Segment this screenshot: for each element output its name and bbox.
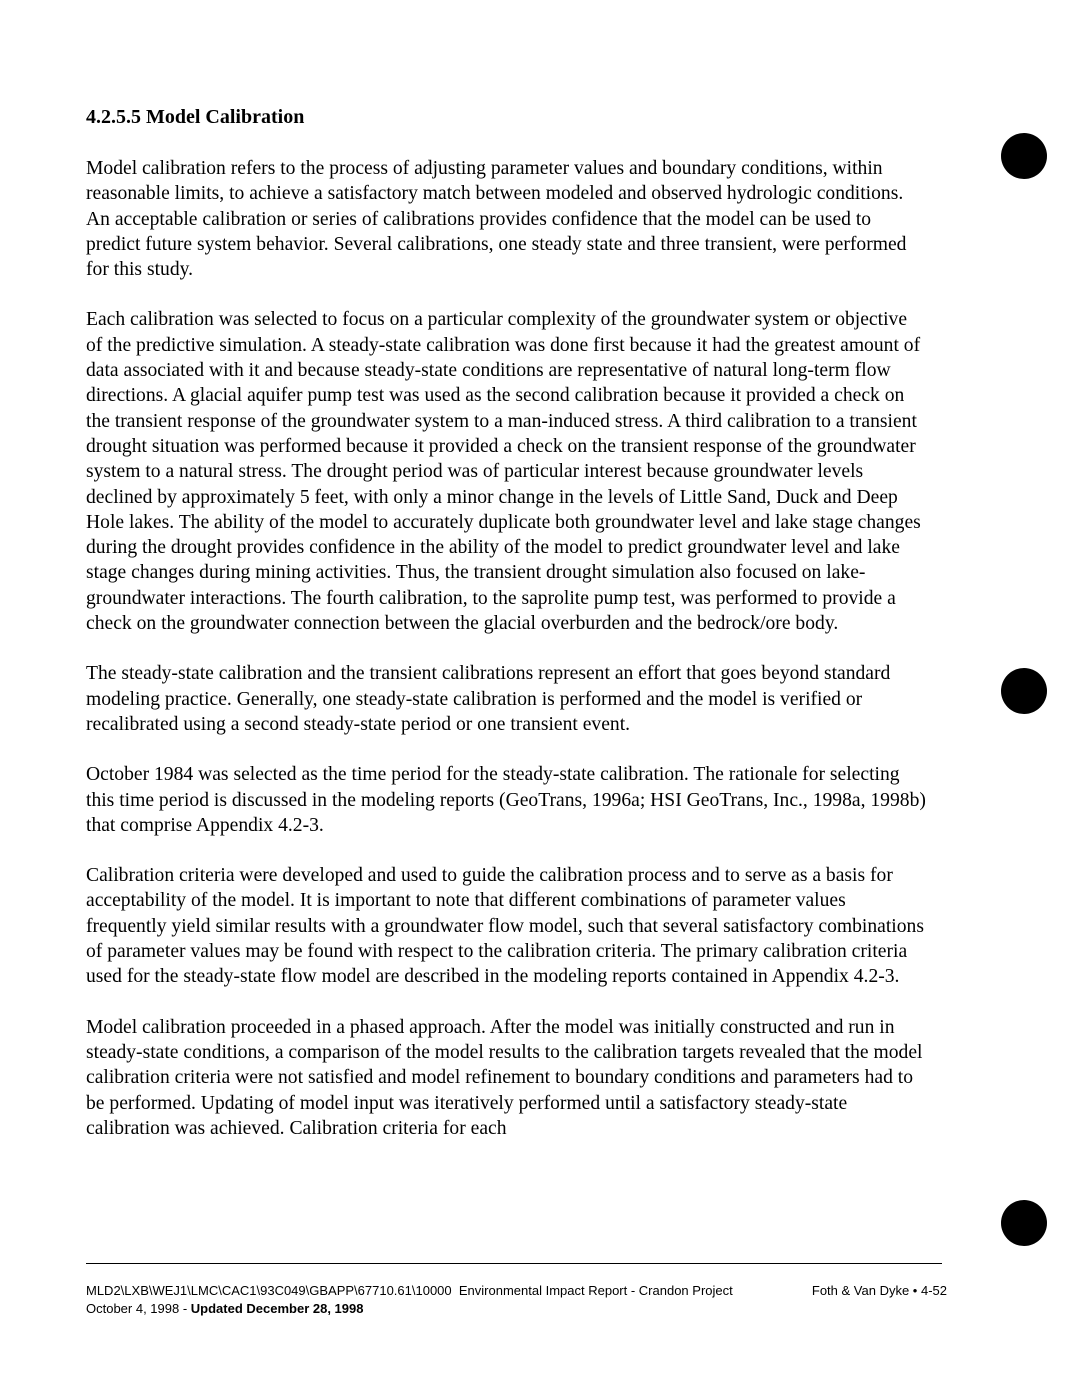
footer-left — [86, 1282, 746, 1318]
footer-divider — [86, 1263, 942, 1264]
paragraph: Model calibration proceeded in a phased approach. After the model was initially constructed and run in steady-state conditions, a comparison of the model results to the calibration targets revealed that the model calibration criteria were not satisfied and model refinement to boundary conditions and parameters had to be performed. Updating of model input was iteratively performed until a satisfactory steady-state calibration was achieved. Calibration criteria for each — [86, 1016, 923, 1139]
footer-date-line — [86, 1300, 746, 1318]
footer-path-line — [86, 1282, 746, 1300]
footer-updated: Updated December 28, 1998 — [190, 1301, 364, 1316]
footer-report-title: Environmental Impact Report - Crandon Project — [458, 1283, 733, 1298]
paragraph: Each calibration was selected to focus on a particular complexity of the groundwater system or objective of the predictive simulation. A steady-state calibration was done first because it had the greatest amount of data associated with it and because steady-state conditions are representative of natural long-term flow directions. A glacial aquifer pump test was used as the second calibration because it provided a check on the transient response of the groundwater system to a man-induced stress. A third calibration to a transient drought situation was performed because it provided a check on the transient response of the groundwater system to a natural stress. The drought period was of particular interest because groundwater levels declined by approximately 5 feet, with only a minor change in the levels of Little Sand, Duck and Deep Hole lakes. The ability of the model to accurately duplicate both groundwater level and lake stage changes during the drought provides confidence in the ability of the model to predict groundwater level and lake stage changes during mining activities. Thus, the transient drought simulation also focused on lake-groundwater interactions. The fourth calibration, to the saprolite pump test, was performed to provide a check on the groundwater connection between the glacial overburden and the bedrock/ore body. — [86, 309, 921, 635]
page-body — [86, 104, 928, 1166]
revision-bullet-icon — [1001, 668, 1047, 714]
paragraph: October 1984 was selected as the time period for the steady-state calibration. The rationale for selecting this time period is discussed in the modeling reports (GeoTrans, 1996a; HSI GeoTrans, Inc., 1998a, 1998b) that comprise Appendix 4.2-3. — [86, 764, 926, 836]
revision-bullet-icon — [1001, 133, 1047, 179]
paragraph: Model calibration refers to the process of adjusting parameter values and boundary conditions, within reasonable limits, to achieve a satisfactory match between modeled and observed hydrologic conditions. An acceptable calibration or series of calibrations provides confidence that the model can be used to predict future system behavior. Several calibrations, one steady state and three transient, were performed for this study. — [86, 158, 907, 281]
footer-right — [797, 1282, 947, 1300]
footer-date: October 4, 1998 - — [86, 1301, 191, 1316]
revision-bullet-icon — [1001, 1200, 1047, 1246]
paragraph: The steady-state calibration and the transient calibrations represent an effort that goes beyond standard modeling practice. Generally, one steady-state calibration is performed and the model is verified or recalibrated using a second steady-state period or one transient event. — [86, 663, 891, 735]
footer-publisher-page: Foth & Van Dyke • 4-52 — [811, 1283, 947, 1298]
section-heading: 4.2.5.5 Model Calibration — [86, 106, 305, 128]
paragraph: Calibration criteria were developed and used to guide the calibration process and to serve as a basis for acceptability of the model. It is important to note that different combinations of parameter values frequently yield similar results with a groundwater flow model, such that several satisfactory combinations of parameter values may be found with respect to the calibration criteria. The primary calibration criteria used for the steady-state flow model are described in the modeling reports contained in Appendix 4.2-3. — [86, 865, 924, 988]
footer-path: MLD2\LXB\WEJ1\LMC\CAC1\93C049\GBAPP\67710.61\10000 — [86, 1283, 452, 1298]
